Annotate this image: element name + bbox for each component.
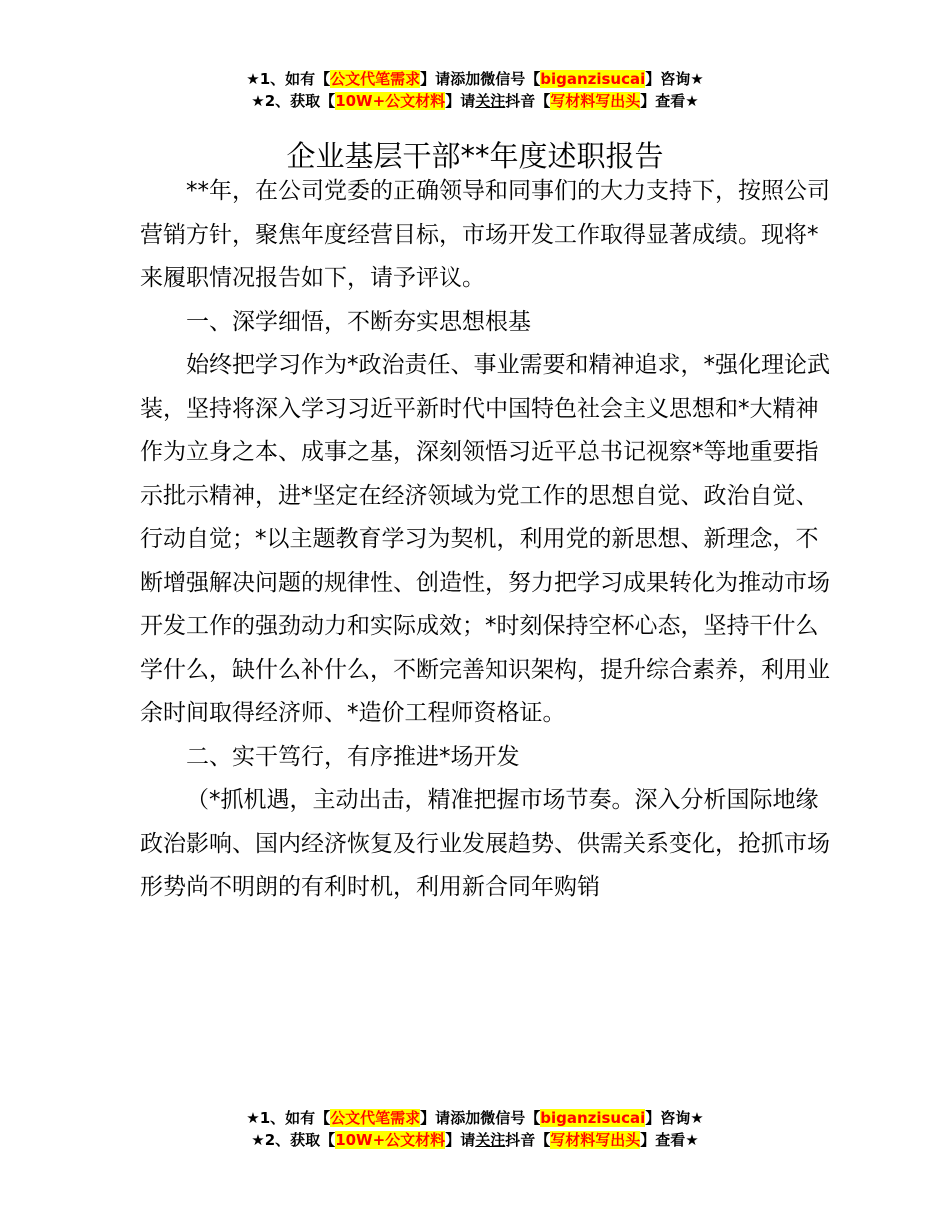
header-banner <box>0 68 950 112</box>
banner-text: ★2、获取【 <box>251 92 336 110</box>
banner-highlight: 公文代笔需求 <box>330 70 421 88</box>
document-body <box>140 170 830 910</box>
banner-text: 】请 <box>445 92 476 110</box>
banner-line-2 <box>0 90 950 112</box>
footer-banner <box>0 1107 950 1151</box>
banner-highlight: biganzisucai <box>540 1109 646 1127</box>
paragraph-intro: **年，在公司党委的正确领导和同事们的大力支持下，按照公司营销方针，聚焦年度经营目标，市场开发工作取得显著成绩。现将*来履职情况报告如下，请予评议。 <box>140 178 830 291</box>
banner-highlight: biganzisucai <box>540 70 646 88</box>
banner-text: 抖音【 <box>505 1131 551 1149</box>
banner-text: ★1、如有【 <box>246 1109 331 1127</box>
paragraph-section-2: （*抓机遇，主动出击，精准把握市场节奏。深入分析国际地缘政治影响、国内经济恢复及行业发展趋势、供需关系变化，抢抓市场形势尚不明朗的有利时机，利用新合同年购销 <box>140 787 830 900</box>
banner-emphasis: 关注 <box>475 92 506 110</box>
banner-emphasis: 关注 <box>475 1131 506 1149</box>
banner-line-1 <box>0 68 950 90</box>
banner-text: 】咨询★ <box>645 70 704 88</box>
section-heading-2: 二、实干笃行，有序推进*场开发 <box>186 743 520 770</box>
section-heading-1: 一、深学细悟，不断夯实思想根基 <box>186 308 531 335</box>
banner-text: ★2、获取【 <box>251 1131 336 1149</box>
banner-text: 】请 <box>420 70 451 88</box>
banner-line-2 <box>0 1129 950 1151</box>
banner-emphasis: 添加 <box>450 70 481 88</box>
banner-text: 】请 <box>420 1109 451 1127</box>
banner-text: 微信号【 <box>480 1109 541 1127</box>
banner-highlight: 写材料写出头 <box>550 92 641 110</box>
document-title: 企业基层干部**年度述职报告 <box>286 139 664 174</box>
banner-text: 】查看★ <box>640 92 699 110</box>
banner-highlight: 10W+公文材料 <box>335 1131 446 1149</box>
banner-highlight: 写材料写出头 <box>550 1131 641 1149</box>
banner-text: 微信号【 <box>480 70 541 88</box>
banner-text: 】咨询★ <box>645 1109 704 1127</box>
banner-text: ★1、如有【 <box>246 70 331 88</box>
banner-text: 抖音【 <box>505 92 551 110</box>
banner-text: 】查看★ <box>640 1131 699 1149</box>
banner-emphasis: 添加 <box>450 1109 481 1127</box>
banner-highlight: 10W+公文材料 <box>335 92 446 110</box>
banner-highlight: 公文代笔需求 <box>330 1109 421 1127</box>
paragraph-section-1: 始终把学习作为*政治责任、事业需要和精神追求，*强化理论武装，坚持将深入学习习近平新时代中国特色社会主义思想和*大精神作为立身之本、成事之基，深刻领悟习近平总书记视察*等地重要指示批示精神，进*坚定在经济领域为党工作的思想自觉、政治自觉、行动自觉；*以主题教育学习为契机，利用党的新思想、新理念，不断增强解决问题的规律性、创造性，努力把学习成果转化为推动市场开发工作的强劲动力和实际成效；*时刻保持空杯心态，坚持干什么学什么，缺什么补什么，不断完善知识架构，提升综合素养，利用业余时间取得经济师、*造价工程师资格证。 <box>140 352 830 726</box>
banner-line-1 <box>0 1107 950 1129</box>
banner-text: 】请 <box>445 1131 476 1149</box>
